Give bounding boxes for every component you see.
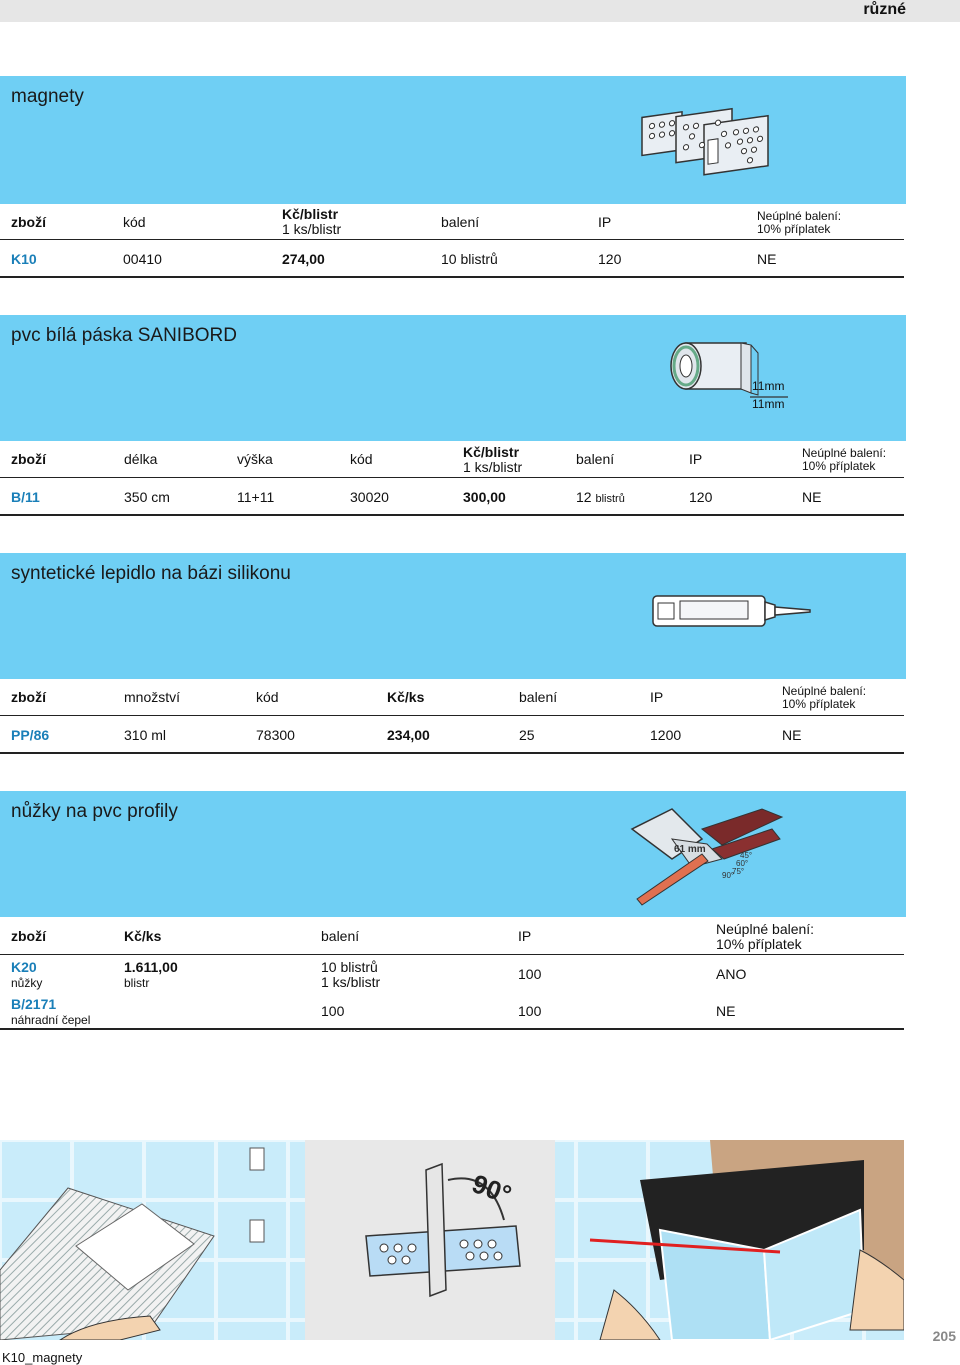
- col-zbozi: zboží: [11, 689, 46, 705]
- silicone-tube-illustration: [650, 591, 815, 631]
- cell-kod: 00410: [123, 251, 162, 267]
- cell-zbozi-sub: nůžky: [11, 976, 43, 990]
- col-baleni: balení: [576, 451, 615, 467]
- col-vyska: výška: [237, 451, 273, 467]
- col-price: Kč/blistr: [282, 206, 339, 222]
- col-neupl-sub: 10% příplatek: [757, 222, 831, 236]
- cell-delka: 350 cm: [124, 489, 170, 505]
- col-price: Kč/ks: [387, 689, 425, 705]
- dim-label-bottom: 11mm: [752, 397, 785, 411]
- col-kod: kód: [350, 451, 373, 467]
- cell-zbozi-sub: náhradní čepel: [11, 1013, 91, 1027]
- col-price: Kč/blistr: [463, 444, 520, 460]
- cell-neupl: NE: [782, 727, 802, 743]
- cell-neupl: ANO: [716, 966, 747, 982]
- installation-photos: [0, 1140, 904, 1340]
- angle-label: 90°: [722, 871, 735, 880]
- col-ip: IP: [518, 928, 532, 944]
- cell-baleni-unit: blistrů: [595, 493, 625, 505]
- cell-kod: 30020: [350, 489, 389, 505]
- col-neupl-sub: 10% příplatek: [802, 459, 876, 473]
- col-price-sub: 1 ks/blistr: [463, 459, 523, 475]
- col-zbozi: zboží: [11, 214, 46, 230]
- col-neupl: Neúplné balení:: [802, 446, 887, 460]
- col-ip: IP: [689, 451, 703, 467]
- section-banner-nuzky: [0, 791, 906, 917]
- cell-baleni: 25: [519, 727, 535, 743]
- cell-kod: 78300: [256, 727, 295, 743]
- cell-price: 1.611,00: [124, 959, 178, 975]
- cell-price-sub: blistr: [124, 976, 150, 990]
- cell-vyska: 11+11: [237, 489, 275, 505]
- angle-90-label: 90°: [468, 1168, 516, 1210]
- col-price-sub: 1 ks/blistr: [282, 221, 342, 237]
- cell-baleni: 10 blistrů: [321, 959, 378, 975]
- footer-code: K10_magnety: [2, 1350, 83, 1365]
- table-lepidlo: [0, 679, 904, 755]
- mm-label: 61 mm: [674, 844, 706, 855]
- cell-ip: 1200: [650, 727, 682, 743]
- cell-neupl: NE: [802, 489, 822, 505]
- col-neupl: Neúplné balení:: [716, 921, 815, 937]
- cell-ip: 120: [689, 489, 713, 505]
- section-title: syntetické lepidlo na bázi silikonu: [11, 563, 291, 584]
- cell-zbozi: K10: [11, 251, 37, 267]
- angle-label: 60°: [736, 859, 749, 868]
- cell-zbozi: PP/86: [11, 727, 50, 743]
- col-kod: kód: [256, 689, 279, 705]
- cell-neupl: NE: [716, 1003, 736, 1019]
- col-neupl-sub: 10% příplatek: [716, 936, 802, 952]
- col-kod: kód: [123, 214, 146, 230]
- angle-label: 45°: [740, 851, 753, 860]
- section-title: nůžky na pvc profily: [11, 801, 178, 822]
- col-baleni: balení: [519, 689, 558, 705]
- col-price: Kč/ks: [124, 928, 162, 944]
- cell-zbozi: B/2171: [11, 996, 57, 1012]
- row-divider: [0, 276, 904, 278]
- col-ip: IP: [598, 214, 612, 230]
- col-ip: IP: [650, 689, 664, 705]
- section-banner-lepidlo: [0, 553, 906, 679]
- page-tab: [906, 0, 960, 22]
- page-header: [0, 0, 960, 22]
- col-mnozstvi: množství: [124, 689, 181, 705]
- page-number: 205: [932, 1328, 956, 1344]
- dim-label-top: 11mm: [752, 379, 785, 393]
- cell-neupl: NE: [757, 251, 777, 267]
- page-title: různé: [863, 1, 906, 18]
- cell-baleni-num: 12: [576, 489, 592, 505]
- col-neupl-sub: 10% příplatek: [782, 697, 856, 711]
- angle-label: 75°: [732, 867, 745, 876]
- magnets-illustration: [638, 98, 778, 193]
- cell-zbozi: K20: [11, 959, 37, 975]
- col-baleni: balení: [321, 928, 360, 944]
- cell-ip: 100: [518, 1003, 542, 1019]
- table-sanibord: [0, 441, 904, 517]
- cell-baleni: 100: [321, 1003, 345, 1019]
- cell-price: 300,00: [463, 489, 506, 505]
- section-title: pvc bílá páska SANIBORD: [11, 325, 237, 346]
- cell-mnozstvi: 310 ml: [124, 727, 167, 743]
- cell-ip: 120: [598, 251, 622, 267]
- col-neupl: Neúplné balení:: [782, 684, 867, 698]
- cell-price: 274,00: [282, 251, 325, 267]
- row-divider: [0, 1028, 904, 1030]
- section-title: magnety: [11, 86, 84, 107]
- cell-price: 234,00: [387, 727, 430, 743]
- installation-illustration: [0, 1140, 904, 1340]
- table-magnety: [0, 204, 904, 280]
- col-zbozi: zboží: [11, 928, 46, 944]
- cell-zbozi: B/11: [11, 489, 40, 505]
- row-divider: [0, 514, 904, 516]
- col-delka: délka: [124, 451, 158, 467]
- col-zbozi: zboží: [11, 451, 46, 467]
- section-banner-sanibord: [0, 315, 906, 441]
- col-baleni: balení: [441, 214, 480, 230]
- cell-ip: 100: [518, 966, 542, 982]
- cell-baleni: 10 blistrů: [441, 251, 498, 267]
- section-banner-magnety: [0, 76, 906, 204]
- table-nuzky: [0, 917, 904, 1035]
- col-neupl: Neúplné balení:: [757, 209, 842, 223]
- row-divider: [0, 752, 904, 754]
- cell-baleni: [576, 490, 625, 507]
- cell-baleni-sub: 1 ks/blistr: [321, 974, 381, 990]
